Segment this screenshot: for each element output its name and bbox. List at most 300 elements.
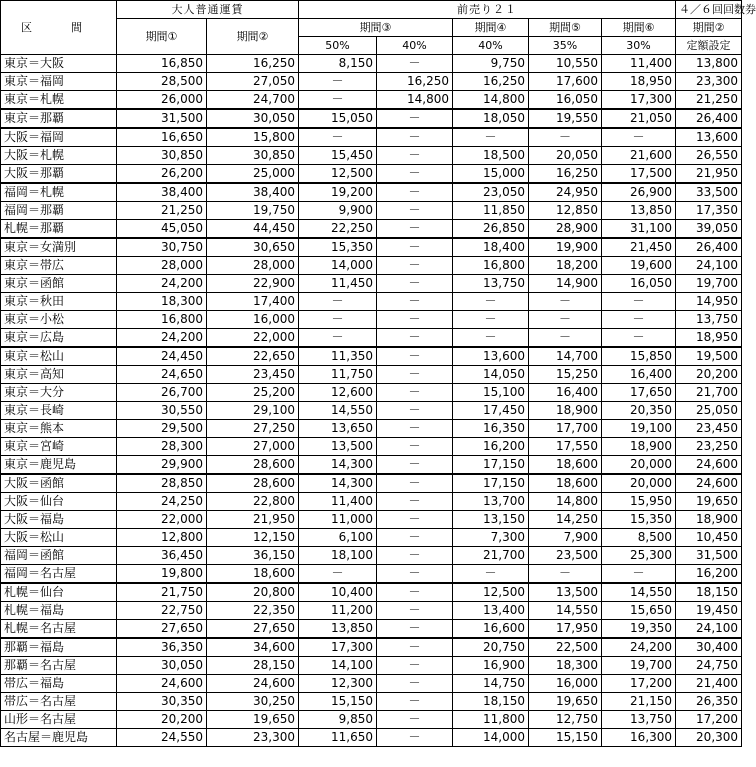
fare-cell: 19,700: [602, 657, 676, 675]
table-row: [1, 202, 742, 220]
table-row: [1, 402, 742, 420]
fare-cell: 25,300: [602, 547, 676, 565]
fare-cell: 28,600: [207, 474, 299, 493]
fare-cell: 11,800: [453, 711, 529, 729]
route-cell: 那覇＝名古屋: [1, 657, 117, 675]
fare-cell: 16,200: [453, 438, 529, 456]
fare-cell: 14,050: [453, 366, 529, 384]
fare-cell: 17,150: [453, 474, 529, 493]
fare-cell: －: [299, 293, 377, 311]
fare-cell: －: [377, 329, 453, 348]
route-cell: 福岡＝札幌: [1, 183, 117, 202]
fare-cell: －: [377, 711, 453, 729]
fare-cell: －: [377, 202, 453, 220]
fare-cell: －: [377, 257, 453, 275]
header-row-groups: [1, 1, 742, 19]
fare-cell: 16,400: [602, 366, 676, 384]
fare-cell: －: [377, 565, 453, 584]
table-row: [1, 474, 742, 493]
fare-cell: 30,850: [117, 147, 207, 165]
fare-cell: 26,200: [117, 165, 207, 184]
route-cell: 大阪＝福岡: [1, 128, 117, 147]
fare-cell: 15,450: [299, 147, 377, 165]
fare-cell: 17,500: [602, 165, 676, 184]
fare-cell: 18,300: [117, 293, 207, 311]
route-cell: 東京＝函館: [1, 275, 117, 293]
fare-cell: 22,750: [117, 602, 207, 620]
fare-cell: 15,150: [299, 693, 377, 711]
period-header: 期間②: [676, 19, 742, 37]
fare-cell: 17,600: [529, 73, 602, 91]
table-row: [1, 257, 742, 275]
fare-cell: 23,050: [453, 183, 529, 202]
fare-cell: 24,250: [117, 493, 207, 511]
fare-cell: 20,000: [602, 474, 676, 493]
route-cell: 東京＝鹿児島: [1, 456, 117, 475]
fare-cell: －: [377, 529, 453, 547]
fare-cell: 24,600: [676, 456, 742, 475]
fare-cell: 19,650: [529, 693, 602, 711]
fare-cell: 14,800: [453, 91, 529, 110]
fare-cell: －: [377, 583, 453, 602]
route-cell: 大阪＝福島: [1, 511, 117, 529]
fare-cell: 31,100: [602, 220, 676, 239]
rate-header: 定額設定: [676, 37, 742, 55]
fare-cell: 24,200: [117, 275, 207, 293]
fare-cell: 16,250: [377, 73, 453, 91]
fare-cell: 24,450: [117, 347, 207, 366]
fare-cell: 19,350: [602, 620, 676, 639]
fare-cell: 14,100: [299, 657, 377, 675]
fare-cell: 13,500: [299, 438, 377, 456]
fare-cell: 10,400: [299, 583, 377, 602]
fare-cell: 17,550: [529, 438, 602, 456]
fare-cell: 12,500: [453, 583, 529, 602]
fare-cell: 18,900: [529, 402, 602, 420]
fare-cell: 28,850: [117, 474, 207, 493]
fare-cell: 15,050: [299, 109, 377, 128]
fare-cell: －: [377, 438, 453, 456]
fare-cell: 22,800: [207, 493, 299, 511]
fare-cell: 28,600: [207, 456, 299, 475]
fare-cell: 18,500: [453, 147, 529, 165]
fare-cell: 16,050: [602, 275, 676, 293]
fare-cell: －: [602, 293, 676, 311]
fare-cell: －: [377, 347, 453, 366]
fare-cell: 16,400: [529, 384, 602, 402]
fare-cell: 19,700: [676, 275, 742, 293]
fare-cell: 8,150: [299, 55, 377, 73]
fare-cell: 27,050: [207, 73, 299, 91]
fare-cell: 13,800: [676, 55, 742, 73]
fare-cell: 38,400: [117, 183, 207, 202]
fare-cell: 14,550: [299, 402, 377, 420]
fare-cell: 11,350: [299, 347, 377, 366]
table-row: [1, 384, 742, 402]
fare-cell: 34,600: [207, 638, 299, 657]
fare-cell: 13,850: [299, 620, 377, 639]
route-cell: 福岡＝函館: [1, 547, 117, 565]
fare-cell: 21,400: [676, 675, 742, 693]
fare-cell: 27,650: [117, 620, 207, 639]
route-cell: 札幌＝福島: [1, 602, 117, 620]
fare-cell: 18,950: [602, 73, 676, 91]
fare-cell: 16,900: [453, 657, 529, 675]
table-row: [1, 183, 742, 202]
fare-cell: 15,650: [602, 602, 676, 620]
fare-cell: －: [602, 311, 676, 329]
fare-cell: 18,950: [676, 329, 742, 348]
fare-cell: 14,750: [453, 675, 529, 693]
fare-cell: 29,900: [117, 456, 207, 475]
fare-cell: 19,750: [207, 202, 299, 220]
fare-cell: 14,700: [529, 347, 602, 366]
fare-cell: 17,700: [529, 420, 602, 438]
fare-cell: 13,750: [453, 275, 529, 293]
fare-cell: －: [453, 311, 529, 329]
fare-cell: 13,600: [676, 128, 742, 147]
fare-cell: 15,250: [529, 366, 602, 384]
fare-cell: 22,900: [207, 275, 299, 293]
fare-cell: 24,750: [676, 657, 742, 675]
fare-cell: 9,750: [453, 55, 529, 73]
fare-cell: 24,700: [207, 91, 299, 110]
fare-cell: 28,300: [117, 438, 207, 456]
fare-cell: 20,300: [676, 729, 742, 747]
table-row: [1, 293, 742, 311]
route-cell: 東京＝福岡: [1, 73, 117, 91]
fare-cell: －: [377, 602, 453, 620]
fare-cell: 13,150: [453, 511, 529, 529]
fare-cell: 16,350: [453, 420, 529, 438]
fare-cell: 16,600: [453, 620, 529, 639]
table-row: [1, 55, 742, 73]
period-header: 期間③: [299, 19, 453, 37]
fare-cell: 24,600: [207, 675, 299, 693]
fare-cell: 17,450: [453, 402, 529, 420]
fare-cell: 45,050: [117, 220, 207, 239]
fare-cell: 6,100: [299, 529, 377, 547]
route-cell: 東京＝大阪: [1, 55, 117, 73]
fare-cell: －: [377, 238, 453, 257]
table-row: [1, 711, 742, 729]
fare-cell: 16,000: [529, 675, 602, 693]
fare-cell: －: [529, 311, 602, 329]
fare-cell: 30,750: [117, 238, 207, 257]
table-row: [1, 583, 742, 602]
route-cell: 札幌＝那覇: [1, 220, 117, 239]
fare-cell: 19,550: [529, 109, 602, 128]
table-row: [1, 91, 742, 110]
fare-cell: 12,500: [299, 165, 377, 184]
fare-cell: －: [299, 73, 377, 91]
fare-cell: －: [453, 565, 529, 584]
fare-cell: 15,100: [453, 384, 529, 402]
fare-cell: 15,150: [529, 729, 602, 747]
fare-cell: 14,550: [602, 583, 676, 602]
fare-cell: －: [377, 55, 453, 73]
fare-cell: 21,250: [117, 202, 207, 220]
fare-cell: 19,450: [676, 602, 742, 620]
period-header: 期間①: [117, 19, 207, 55]
section-header: 区 間: [1, 1, 117, 55]
fare-cell: 15,000: [453, 165, 529, 184]
fare-cell: 21,150: [602, 693, 676, 711]
table-row: [1, 638, 742, 657]
fare-cell: 21,700: [676, 384, 742, 402]
fare-cell: 16,800: [117, 311, 207, 329]
fare-cell: 23,250: [676, 438, 742, 456]
fare-cell: 39,050: [676, 220, 742, 239]
fare-cell: 13,500: [529, 583, 602, 602]
period-header: 期間②: [207, 19, 299, 55]
fare-cell: 7,900: [529, 529, 602, 547]
fare-cell: 11,750: [299, 366, 377, 384]
fare-cell: 17,150: [453, 456, 529, 475]
route-cell: 東京＝秋田: [1, 293, 117, 311]
fare-cell: 16,050: [529, 91, 602, 110]
route-cell: 東京＝長崎: [1, 402, 117, 420]
fare-cell: 22,000: [207, 329, 299, 348]
table-row: [1, 73, 742, 91]
fare-cell: 13,600: [453, 347, 529, 366]
fare-cell: 19,100: [602, 420, 676, 438]
fare-cell: 30,350: [117, 693, 207, 711]
fare-cell: －: [299, 128, 377, 147]
fare-cell: 24,200: [602, 638, 676, 657]
table-row: [1, 511, 742, 529]
fare-cell: 11,200: [299, 602, 377, 620]
fare-cell: 13,700: [453, 493, 529, 511]
table-row: [1, 675, 742, 693]
fare-cell: 26,700: [117, 384, 207, 402]
fare-cell: 19,800: [117, 565, 207, 584]
route-cell: 東京＝女満別: [1, 238, 117, 257]
fare-cell: 18,900: [676, 511, 742, 529]
fare-cell: －: [602, 128, 676, 147]
fare-cell: 23,300: [676, 73, 742, 91]
route-cell: 福岡＝那覇: [1, 202, 117, 220]
fare-cell: 27,000: [207, 438, 299, 456]
fare-cell: 13,400: [453, 602, 529, 620]
fare-cell: 9,900: [299, 202, 377, 220]
table-row: [1, 602, 742, 620]
fare-cell: 24,650: [117, 366, 207, 384]
fare-cell: 17,950: [529, 620, 602, 639]
fare-cell: 21,950: [207, 511, 299, 529]
fare-cell: 12,850: [529, 202, 602, 220]
fare-cell: －: [377, 128, 453, 147]
fare-cell: －: [377, 474, 453, 493]
fare-cell: 15,850: [602, 347, 676, 366]
fare-cell: 14,950: [676, 293, 742, 311]
fare-cell: 21,700: [453, 547, 529, 565]
fare-cell: 28,500: [117, 73, 207, 91]
fare-cell: 24,100: [676, 620, 742, 639]
rate-header: 40%: [377, 37, 453, 55]
fare-cell: 16,300: [602, 729, 676, 747]
fare-cell: 11,400: [602, 55, 676, 73]
table-row: [1, 693, 742, 711]
fare-cell: 19,600: [602, 257, 676, 275]
fare-cell: 11,000: [299, 511, 377, 529]
fare-cell: 12,750: [529, 711, 602, 729]
route-cell: 東京＝宮崎: [1, 438, 117, 456]
route-cell: 東京＝札幌: [1, 91, 117, 110]
fare-cell: 18,150: [676, 583, 742, 602]
fare-cell: 25,050: [676, 402, 742, 420]
fare-cell: 10,450: [676, 529, 742, 547]
fare-cell: 22,650: [207, 347, 299, 366]
fare-cell: 23,300: [207, 729, 299, 747]
fare-cell: 36,350: [117, 638, 207, 657]
fare-cell: －: [377, 547, 453, 565]
fare-cell: －: [377, 109, 453, 128]
table-row: [1, 729, 742, 747]
fare-cell: 12,150: [207, 529, 299, 547]
route-cell: 大阪＝札幌: [1, 147, 117, 165]
fare-cell: 17,300: [602, 91, 676, 110]
fare-cell: －: [529, 128, 602, 147]
fare-cell: 31,500: [676, 547, 742, 565]
fare-cell: 16,650: [117, 128, 207, 147]
fare-cell: 11,650: [299, 729, 377, 747]
fare-cell: 21,050: [602, 109, 676, 128]
fare-cell: 44,450: [207, 220, 299, 239]
rate-header: 50%: [299, 37, 377, 55]
fare-cell: －: [377, 366, 453, 384]
table-row: [1, 366, 742, 384]
fare-cell: 12,600: [299, 384, 377, 402]
table-row: [1, 456, 742, 475]
table-row: [1, 220, 742, 239]
fare-cell: 24,550: [117, 729, 207, 747]
table-row: [1, 438, 742, 456]
fare-cell: －: [377, 638, 453, 657]
fare-cell: 19,900: [529, 238, 602, 257]
fare-cell: －: [377, 311, 453, 329]
route-cell: 福岡＝名古屋: [1, 565, 117, 584]
table-row: [1, 529, 742, 547]
fare-cell: 24,200: [117, 329, 207, 348]
fare-cell: 33,500: [676, 183, 742, 202]
fare-cell: 38,400: [207, 183, 299, 202]
fare-cell: －: [299, 329, 377, 348]
fare-cell: 17,200: [676, 711, 742, 729]
fare-cell: 15,950: [602, 493, 676, 511]
route-cell: 札幌＝名古屋: [1, 620, 117, 639]
table-row: [1, 329, 742, 348]
fare-cell: 30,400: [676, 638, 742, 657]
fare-cell: －: [453, 128, 529, 147]
table-row: [1, 420, 742, 438]
fare-cell: 18,050: [453, 109, 529, 128]
table-row: [1, 565, 742, 584]
fare-cell: 16,800: [453, 257, 529, 275]
route-cell: 大阪＝松山: [1, 529, 117, 547]
fare-cell: 16,250: [453, 73, 529, 91]
fare-cell: 30,650: [207, 238, 299, 257]
fare-cell: 13,850: [602, 202, 676, 220]
fare-cell: 24,100: [676, 257, 742, 275]
fare-cell: 15,350: [602, 511, 676, 529]
fare-cell: 23,500: [529, 547, 602, 565]
fare-cell: 13,650: [299, 420, 377, 438]
fare-cell: 20,050: [529, 147, 602, 165]
fare-cell: －: [377, 729, 453, 747]
route-cell: 東京＝高知: [1, 366, 117, 384]
fare-cell: 26,400: [676, 109, 742, 128]
period-header: 期間⑥: [602, 19, 676, 37]
fare-cell: 16,250: [207, 55, 299, 73]
fare-cell: －: [529, 293, 602, 311]
fare-cell: 13,750: [602, 711, 676, 729]
fare-cell: 16,200: [676, 565, 742, 584]
fare-cell: 14,300: [299, 456, 377, 475]
route-cell: 東京＝那覇: [1, 109, 117, 128]
fare-cell: －: [377, 420, 453, 438]
fare-cell: 28,900: [529, 220, 602, 239]
fare-cell: 23,450: [676, 420, 742, 438]
fare-cell: 16,250: [529, 165, 602, 184]
fare-cell: －: [377, 384, 453, 402]
fare-cell: －: [377, 220, 453, 239]
fare-cell: －: [529, 565, 602, 584]
fare-cell: 12,300: [299, 675, 377, 693]
period-header: 期間④: [453, 19, 529, 37]
route-cell: 山形＝名古屋: [1, 711, 117, 729]
route-cell: 札幌＝仙台: [1, 583, 117, 602]
table-row: [1, 657, 742, 675]
fare-cell: 14,550: [529, 602, 602, 620]
fare-cell: 18,300: [529, 657, 602, 675]
table-row: [1, 128, 742, 147]
regular-fare-header: 大人普通運賃: [117, 1, 299, 19]
route-cell: 名古屋＝鹿児島: [1, 729, 117, 747]
fare-cell: 18,600: [207, 565, 299, 584]
fare-cell: 30,250: [207, 693, 299, 711]
fare-cell: 23,450: [207, 366, 299, 384]
fare-cell: 14,900: [529, 275, 602, 293]
table-row: [1, 275, 742, 293]
route-cell: 大阪＝那覇: [1, 165, 117, 184]
fare-cell: －: [377, 456, 453, 475]
fare-cell: 18,600: [529, 474, 602, 493]
fare-cell: 17,400: [207, 293, 299, 311]
table-row: [1, 620, 742, 639]
route-cell: 東京＝熊本: [1, 420, 117, 438]
fare-cell: 11,400: [299, 493, 377, 511]
fare-cell: 9,850: [299, 711, 377, 729]
route-cell: 東京＝松山: [1, 347, 117, 366]
fare-cell: －: [377, 293, 453, 311]
fare-cell: 25,000: [207, 165, 299, 184]
fare-cell: 21,450: [602, 238, 676, 257]
fare-cell: 18,900: [602, 438, 676, 456]
fare-cell: 19,650: [207, 711, 299, 729]
fare-cell: －: [602, 565, 676, 584]
fare-cell: 29,100: [207, 402, 299, 420]
fare-cell: 21,250: [676, 91, 742, 110]
fare-cell: 28,000: [207, 257, 299, 275]
fare-cell: －: [529, 329, 602, 348]
fare-cell: 21,750: [117, 583, 207, 602]
fare-cell: 24,950: [529, 183, 602, 202]
fare-cell: －: [377, 693, 453, 711]
fare-cell: 16,850: [117, 55, 207, 73]
fare-cell: －: [377, 147, 453, 165]
fare-cell: 29,500: [117, 420, 207, 438]
